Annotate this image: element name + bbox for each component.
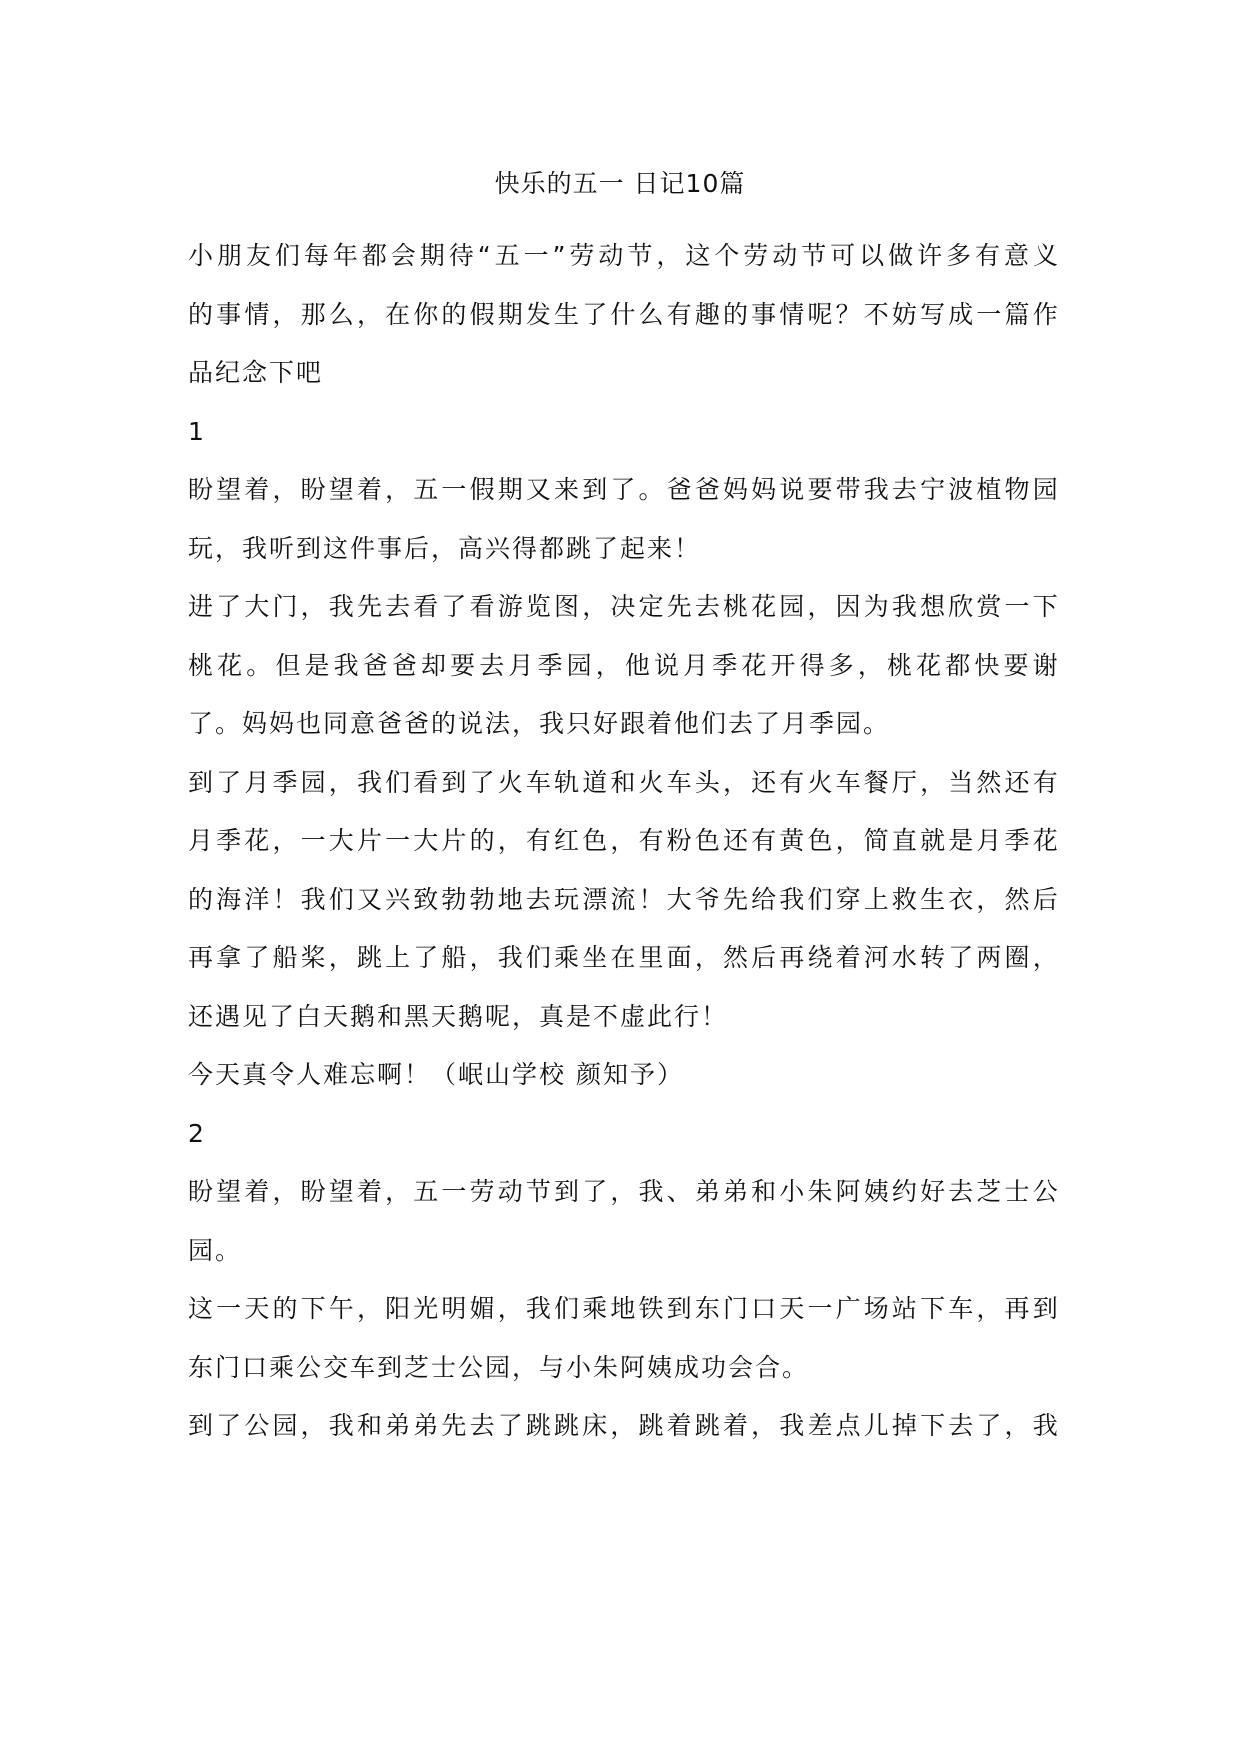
paragraph-line: 东门口乘公交车到芝士公园，与小朱阿姨成功会合。 — [188, 1353, 810, 1382]
paragraph-line: 小 朋 友 们 每 年 都 会 期 待 “ 五 一 ” 劳 动 节 ， 这 个 劳 动 节 可 以 做 许 多 有 意 义 — [188, 241, 1058, 270]
paragraph-line: 的 事 情 ， 那 么 ， 在 你 的 假 期 发 生 了 什 么 有 趣 的 事 情 呢 ？ 不 妨 写 成 一 篇 作 — [188, 300, 1058, 329]
paragraph-line: 玩，我听到这件事后，高兴得都跳了起来！ — [188, 534, 702, 563]
paragraph-line: 盼 望 着 ， 盼 望 着 ， 五 一 劳 动 节 到 了 ， 我 、 弟 弟 和 小 朱 阿 姨 约 好 去 芝 士 公 — [188, 1177, 1058, 1206]
paragraph-line: 再 拿 了 船 桨 ， 跳 上 了 船 ， 我 们 乘 坐 在 里 面 ， 然 后 再 绕 着 河 水 转 了 两 圈 ， — [188, 943, 1058, 972]
paragraph-line: 月 季 花 ， 一 大 片 一 大 片 的 ， 有 红 色 ， 有 粉 色 还 有 黄 色 ， 简 直 就 是 月 季 花 — [188, 826, 1058, 855]
paragraph-line: 了。妈妈也同意爸爸的说法，我只好跟着他们去了月季园。 — [188, 709, 891, 738]
paragraph-line: 品纪念下吧 — [188, 358, 324, 387]
paragraph-line: 盼 望 着 ， 盼 望 着 ， 五 一 假 期 又 来 到 了 。 爸 爸 妈 妈 说 要 带 我 去 宁 波 植 物 园 — [188, 475, 1058, 504]
paragraph-line: 今天真令人难忘啊！（岷山学校 颜知予） — [188, 1060, 684, 1089]
paragraph-line: 园。 — [188, 1236, 243, 1265]
paragraph-line: 的 海 洋 ！ 我 们 又 兴 致 勃 勃 地 去 玩 漂 流 ！ 大 爷 先 给 我 们 穿 上 救 生 衣 ， 然 后 — [188, 885, 1058, 914]
paragraph-line: 桃 花 。 但 是 我 爸 爸 却 要 去 月 季 园 ， 他 说 月 季 花 开 得 多 ， 桃 花 都 快 要 谢 — [188, 651, 1058, 680]
paragraph-line: 这 一 天 的 下 午 ， 阳 光 明 媚 ， 我 们 乘 地 铁 到 东 门 口 天 一 广 场 站 下 车 ， 再 到 — [188, 1294, 1058, 1323]
section-number: 2 — [188, 1119, 206, 1148]
paragraph-line: 进 了 大 门 ， 我 先 去 看 了 看 游 览 图 ， 决 定 先 去 桃 花 园 ， 因 为 我 想 欣 赏 一 下 — [188, 592, 1058, 621]
paragraph-line: 还遇见了白天鹅和黑天鹅呢，真是不虚此行！ — [188, 1002, 729, 1031]
document-title: 快乐的五一 日记10篇 — [494, 169, 746, 198]
section-number: 1 — [188, 417, 206, 446]
paragraph-line: 到 了 公 园 ， 我 和 弟 弟 先 去 了 跳 跳 床 ， 跳 着 跳 着 ， 我 差 点 儿 掉 下 去 了 ， 我 — [188, 1411, 1058, 1440]
paragraph-line: 到 了 月 季 园 ， 我 们 看 到 了 火 车 轨 道 和 火 车 头 ， 还 有 火 车 餐 厅 ， 当 然 还 有 — [188, 768, 1058, 797]
